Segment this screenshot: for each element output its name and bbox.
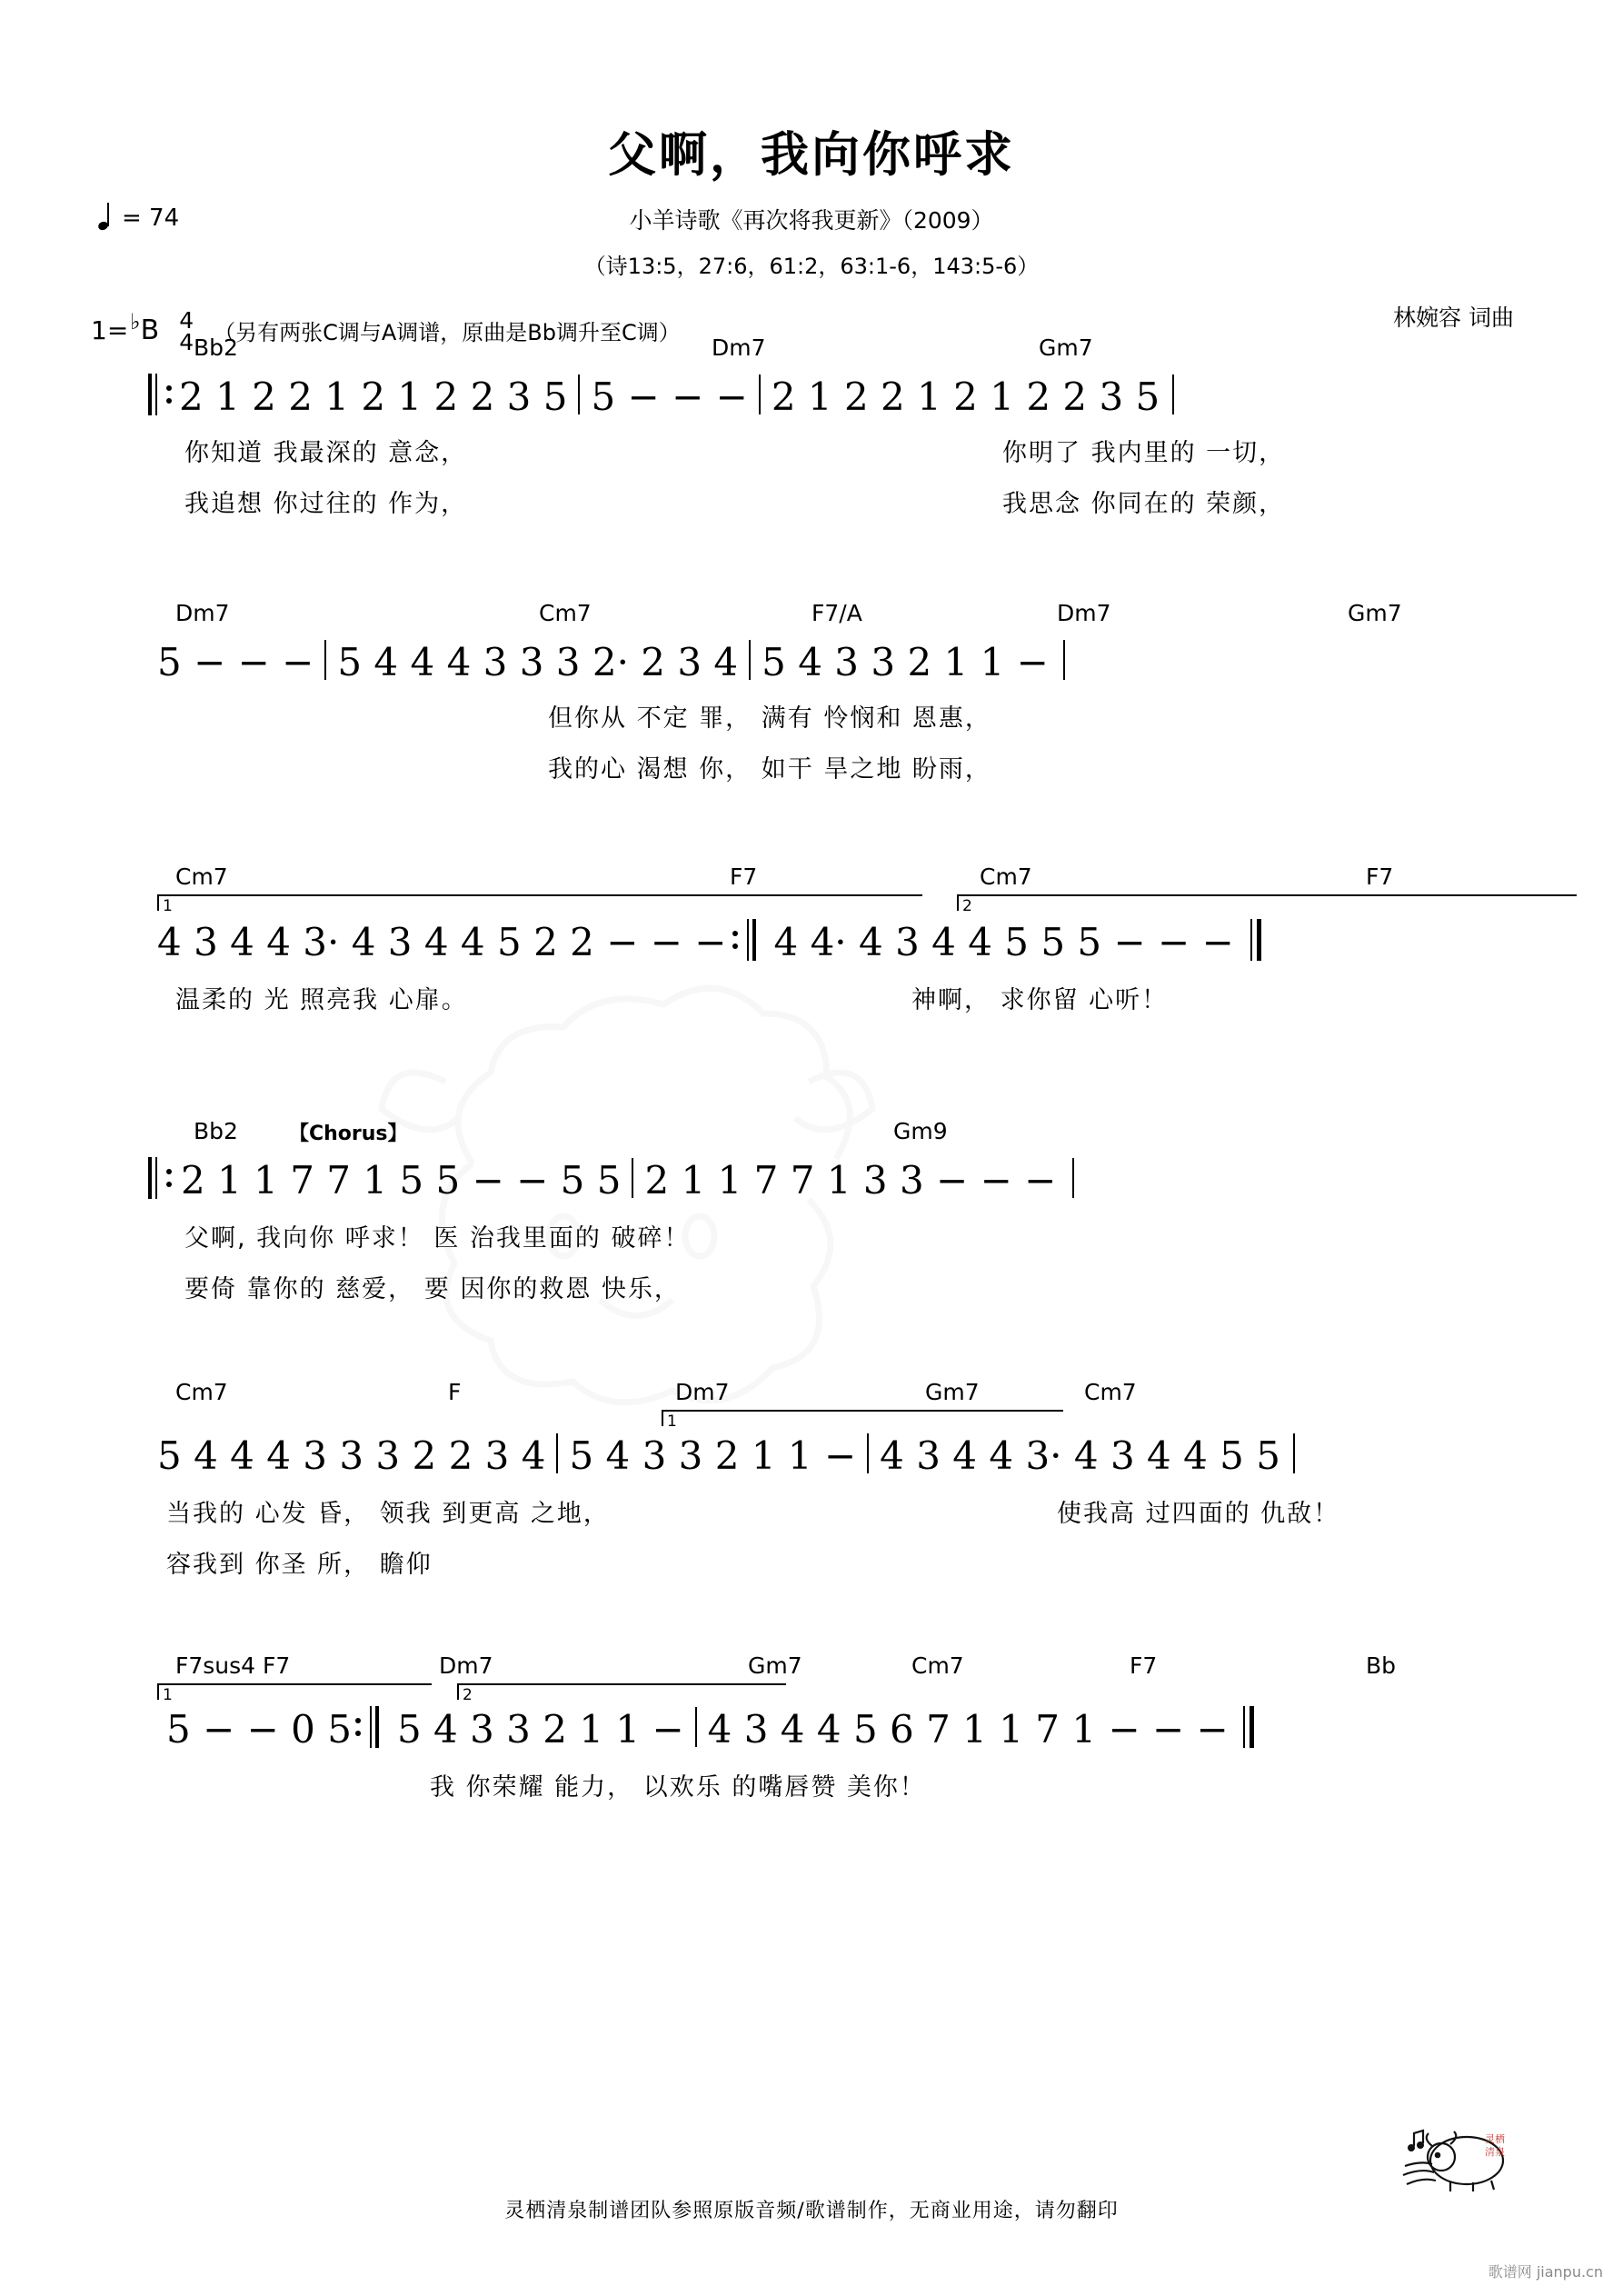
- time-signature-numerator: 4: [179, 307, 194, 334]
- note-row-3: [94, 911, 1529, 974]
- lyric-row-5a: [94, 1493, 1529, 1532]
- lyric-line: 我的心 渴想 你， 如干 旱之地 盼雨，: [548, 755, 991, 784]
- svg-text:灵栖: 灵栖: [1485, 2133, 1505, 2145]
- chord-symbol: Cm7: [175, 1379, 228, 1405]
- chord-symbol: Gm7: [1348, 600, 1402, 626]
- note-row-2: [94, 631, 1529, 694]
- notation-measure: 4 3 4 4 3· 4 3 4 4 5 5: [880, 1433, 1280, 1478]
- volta-bracket-2: 2: [957, 894, 1577, 911]
- key-letter: B: [140, 314, 160, 347]
- chord-symbol: Gm7: [1039, 334, 1093, 361]
- notation-measure: 4 3 4 4 3· 4 3 4 4 5 2 2 − − −: [157, 920, 727, 964]
- chord-symbol: Cm7: [911, 1652, 964, 1679]
- chord-symbol: Cm7: [539, 600, 592, 626]
- volta-bracket-1: 1: [157, 1683, 432, 1700]
- final-barline: [1250, 919, 1261, 961]
- key-prefix: 1=: [91, 315, 129, 346]
- lyric-row-2b: [94, 749, 1529, 787]
- lyric-line: 我思念 你同在的 荣颜，: [1002, 490, 1286, 518]
- lyric-line: 容我到 你圣 所， 瞻仰: [166, 1551, 433, 1579]
- notation-measure: 5 4 3 3 2 1 1 −: [396, 1707, 684, 1752]
- notation-measure: 2 1 2 2 1 2 1 2 2 3 5: [771, 374, 1160, 419]
- repeat-start-barline: [148, 374, 163, 415]
- notation-measure: 5 4 4 4 3 3 3 2 2 3 4: [157, 1433, 546, 1478]
- chord-symbol: Dm7: [675, 1379, 730, 1405]
- page-title: 父啊，我向你呼求: [608, 127, 1015, 183]
- tempo-marking: [98, 205, 179, 232]
- chord-row-6: [94, 1652, 1529, 1683]
- repeat-end-barline: [742, 919, 756, 961]
- notation-measure: 5 4 4 4 3 3 3 2· 2 3 4: [337, 640, 739, 684]
- note-row-1: [94, 365, 1529, 429]
- svg-text:清泉: 清泉: [1485, 2146, 1505, 2158]
- publisher-logo-icon: [1387, 2119, 1523, 2201]
- notation-measure: 5 − − −: [157, 640, 314, 684]
- lyric-line: 温柔的 光 照亮我 心扉。: [175, 986, 468, 1014]
- flat-symbol: ♭: [130, 308, 141, 334]
- chord-symbol: Gm7: [925, 1379, 980, 1405]
- lyric-line: 当我的 心发 昏， 领我 到更高 之地，: [166, 1500, 610, 1528]
- chord-symbol: Cm7: [175, 863, 228, 890]
- lyric-line: 我 你荣耀 能力， 以欢乐 的嘴唇赞 美你！: [430, 1773, 926, 1802]
- album-subtitle: 小羊诗歌《再次将我更新》（2009）: [629, 207, 994, 234]
- lyric-row-1b: [94, 484, 1529, 522]
- note-row-6: [94, 1698, 1529, 1762]
- chord-row-5: [94, 1379, 1529, 1410]
- footer-credit: 灵栖清泉制谱团队参照原版音频/歌谱制作，无商业用途，请勿翻印: [504, 2200, 1119, 2222]
- chord-symbol: F7sus4 F7: [175, 1652, 291, 1679]
- chord-symbol: F: [448, 1379, 462, 1405]
- notation-measure: 5 4 3 3 2 1 1 −: [762, 640, 1049, 684]
- final-barline: [1243, 1706, 1254, 1748]
- lyric-line: 使我高 过四面的 仇敌！: [1057, 1500, 1340, 1528]
- lyric-row-4a: [94, 1218, 1529, 1256]
- notation-measure: 4 4· 4 3 4 4 5 5 5 − − −: [773, 920, 1234, 964]
- chord-symbol: Dm7: [712, 334, 766, 361]
- notation-measure: 2 1 2 2 1 2 1 2 2 3 5: [179, 374, 568, 419]
- volta-bracket-2: 2: [457, 1683, 786, 1700]
- system-3: [94, 863, 1529, 1054]
- chord-symbol: Dm7: [1057, 600, 1111, 626]
- chord-row-4: [94, 1118, 1529, 1149]
- system-2: [94, 600, 1529, 818]
- volta-bracket-1: 1: [662, 1410, 1063, 1426]
- key-note-text: （另有两张C调与A调谱，原曲是Bb调升至C调）: [214, 320, 681, 346]
- chord-symbol: F7: [1366, 863, 1394, 890]
- system-6: [94, 1652, 1529, 1834]
- lyric-row-6: [94, 1767, 1529, 1805]
- volta-bracket-1: 1: [157, 894, 922, 911]
- chord-row-3: [94, 863, 1529, 894]
- chord-symbol: Dm7: [439, 1652, 493, 1679]
- lyric-line: 你知道 我最深的 意念，: [184, 439, 468, 467]
- chord-row-2: [94, 600, 1529, 631]
- quarter-note-icon: [98, 205, 116, 232]
- notation-measure: 5 − − −: [591, 374, 748, 419]
- notation-measure: 2 1 1 7 7 1 3 3 − − −: [644, 1158, 1057, 1203]
- system-5: [94, 1379, 1529, 1602]
- time-signature-denominator: 4: [179, 328, 194, 355]
- notation-measure: 4 3 4 4 5 6 7 1 1 7 1 − − −: [707, 1707, 1229, 1752]
- chord-symbol: Bb: [1366, 1652, 1397, 1679]
- lyric-row-1a: [94, 433, 1529, 471]
- composer-credit: 林婉容 词曲: [1393, 304, 1514, 331]
- system-4: [94, 1118, 1529, 1332]
- lyric-row-5b: [94, 1544, 1529, 1582]
- site-watermark: 歌谱网 jianpu.cn: [1488, 2263, 1603, 2281]
- chord-symbol: F7/A: [812, 600, 862, 626]
- chord-symbol: Cm7: [980, 863, 1032, 890]
- lyric-row-2a: [94, 698, 1529, 736]
- repeat-start-barline: [148, 1157, 163, 1199]
- notation-measure: 5 4 3 3 2 1 1 −: [569, 1433, 857, 1478]
- section-marker-chorus: 【Chorus】: [289, 1123, 408, 1145]
- lyric-row-3a: [94, 980, 1529, 1018]
- scripture-reference: （诗13:5，27:6，61:2，63:1-6，143:5-6）: [583, 254, 1040, 279]
- lyric-line: 但你从 不定 罪， 满有 怜悯和 恩惠，: [548, 704, 991, 733]
- chord-symbol: Gm9: [893, 1118, 948, 1144]
- note-row-5: [94, 1424, 1529, 1488]
- chord-symbol: F7: [730, 863, 758, 890]
- chord-symbol: Bb2: [194, 334, 238, 361]
- lyric-row-4b: [94, 1269, 1529, 1307]
- chord-symbol: F7: [1130, 1652, 1158, 1679]
- lyric-line: 你明了 我内里的 一切，: [1002, 439, 1286, 467]
- lyric-line: 我追想 你过往的 作为，: [184, 490, 468, 518]
- lyric-line: 要倚 靠你的 慈爱， 要 因你的救恩 快乐，: [184, 1275, 681, 1303]
- chord-symbol: Gm7: [748, 1652, 802, 1679]
- lyric-line: 神啊， 求你留 心听！: [911, 986, 1169, 1014]
- note-row-4: [94, 1149, 1529, 1213]
- lyric-line: 父啊, 我向你 呼求！ 医 治我里面的 破碎！: [184, 1224, 691, 1253]
- notation-measure: 5 − − 0 5: [166, 1707, 352, 1752]
- notation-measure: 2 1 1 7 7 1 5 5 − − 5 5: [181, 1158, 622, 1203]
- tempo-value: = 74: [122, 205, 180, 232]
- repeat-end-barline: [364, 1706, 379, 1748]
- chord-symbol: Cm7: [1084, 1379, 1137, 1405]
- chord-symbol: Dm7: [175, 600, 230, 626]
- chord-symbol: Bb2: [194, 1118, 238, 1144]
